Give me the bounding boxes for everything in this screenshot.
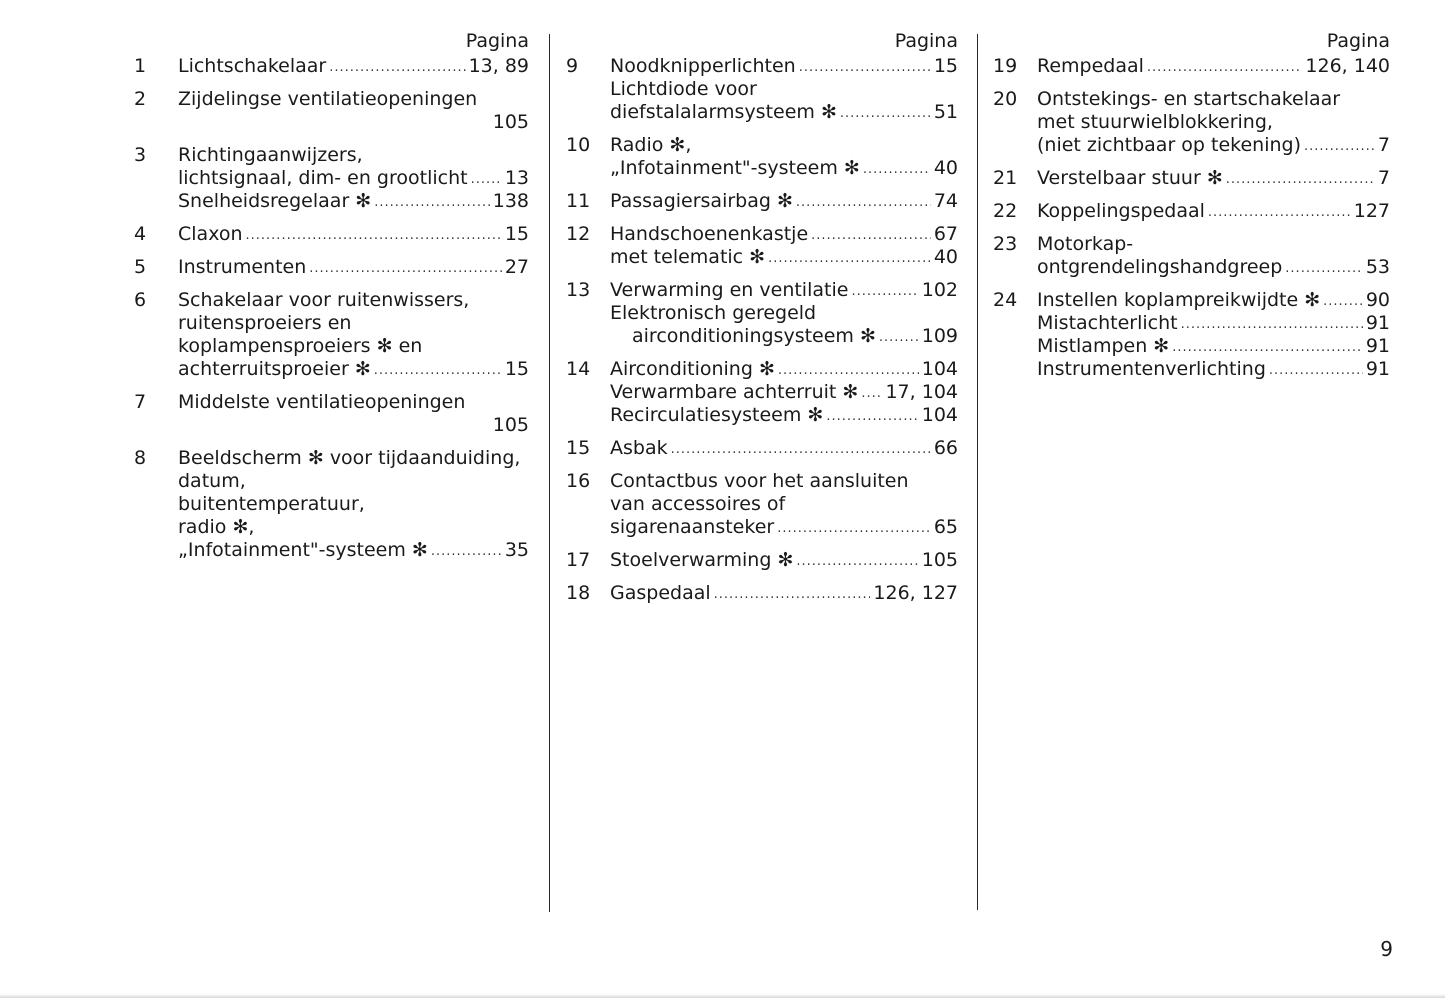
index-entry	[993, 88, 1390, 157]
page-reference: 109	[921, 325, 958, 347]
index-entry	[134, 88, 529, 134]
entry-lines	[610, 549, 958, 572]
entry-number: 10	[566, 134, 591, 156]
entry-line	[178, 539, 529, 562]
page-reference: 17, 104	[885, 381, 958, 403]
page-reference: 53	[1365, 256, 1390, 278]
entry-line	[610, 190, 958, 213]
index-entry	[134, 144, 529, 213]
entry-text: Rempedaal	[1037, 55, 1144, 77]
entry-lines	[610, 190, 958, 213]
entry-line	[610, 302, 958, 325]
column-divider	[549, 34, 550, 912]
dot-leader	[1181, 313, 1363, 336]
entry-number: 20	[993, 88, 1018, 110]
index-entry	[993, 289, 1390, 381]
entry-line	[178, 55, 529, 78]
entry-text: lichtsignaal, dim- en grootlicht	[178, 167, 468, 189]
entry-text: Instrumentenverlichting	[1037, 358, 1266, 380]
entry-text: koplampensproeiers ✻ en	[178, 335, 423, 357]
entry-text: ontgrendelingshandgreep	[1037, 256, 1283, 278]
entry-text: Zijdelingse ventilatieopeningen	[178, 88, 478, 110]
index-entry	[993, 55, 1390, 78]
entry-text: datum,	[178, 470, 246, 492]
dot-leader	[431, 540, 502, 563]
entry-number: 19	[993, 55, 1018, 77]
entry-text: Lichtschakelaar	[178, 55, 327, 77]
entry-text: Middelste ventilatieopeningen	[178, 391, 466, 413]
pagina-header: Pagina	[465, 30, 529, 52]
entry-text: Instrumenten	[178, 256, 307, 278]
entry-text: Elektronisch geregeld	[610, 302, 817, 324]
entry-lines	[178, 55, 529, 78]
page-reference: 66	[933, 437, 958, 459]
entry-line	[178, 358, 529, 381]
entry-text: Ontstekings- en startschakelaar	[1037, 88, 1341, 110]
entry-line	[178, 312, 529, 335]
entry-text: airconditioningsysteem ✻	[632, 325, 876, 347]
entry-text: Airconditioning ✻	[610, 358, 775, 380]
entry-line	[610, 437, 958, 460]
page-reference: 126, 140	[1305, 55, 1390, 77]
entry-line	[610, 582, 958, 605]
entry-number: 12	[566, 223, 591, 245]
page-reference: 15	[933, 55, 958, 77]
index-column-2	[566, 30, 958, 615]
entry-line	[1037, 200, 1390, 223]
dot-leader	[768, 247, 931, 270]
page-reference: 35	[504, 539, 529, 561]
dot-leader	[811, 224, 931, 247]
page-reference: 127	[1353, 200, 1390, 222]
entry-text: Koppelingspedaal	[1037, 200, 1205, 222]
entry-number: 1	[134, 55, 147, 77]
dot-leader	[329, 56, 465, 79]
index-column-1	[134, 30, 529, 572]
entry-number: 24	[993, 289, 1018, 311]
entry-text: Radio ✻,	[610, 134, 692, 156]
entry-line	[178, 470, 529, 493]
entry-text: Snelheidsregelaar ✻	[178, 190, 372, 212]
dot-leader	[246, 224, 502, 247]
entry-number: 6	[134, 289, 147, 311]
entry-number: 2	[134, 88, 147, 110]
page-reference: 27	[504, 256, 529, 278]
dot-leader	[374, 359, 502, 382]
entry-line	[1037, 111, 1390, 134]
page-reference: 67	[933, 223, 958, 245]
entry-text: Stoelverwarming ✻	[610, 549, 794, 571]
dot-leader	[309, 257, 502, 280]
entry-line	[610, 493, 958, 516]
entry-line	[178, 447, 529, 470]
entry-line	[178, 493, 529, 516]
entry-line	[1037, 55, 1390, 78]
entry-line	[178, 111, 529, 134]
entry-line	[610, 55, 958, 78]
index-entry	[566, 134, 958, 180]
page-reference: 51	[933, 101, 958, 123]
entry-lines	[610, 437, 958, 460]
entry-text: van accessoires of	[610, 493, 786, 515]
entry-text: Handschoenenkastje	[610, 223, 809, 245]
entry-lines	[178, 223, 529, 246]
entry-text: sigarenaansteker	[610, 516, 775, 538]
entry-lines	[610, 358, 958, 427]
entry-text: achterruitsproeier ✻	[178, 358, 371, 380]
entry-number: 17	[566, 549, 591, 571]
dot-leader	[796, 191, 931, 214]
index-entry	[566, 223, 958, 269]
entry-line	[178, 190, 529, 213]
page-reference: 104	[921, 358, 958, 380]
entry-line	[178, 414, 529, 437]
entry-text: diefstalalarmsysteem ✻	[610, 101, 837, 123]
dot-leader	[374, 191, 490, 214]
entry-text: Claxon	[178, 223, 243, 245]
index-entry	[134, 447, 529, 562]
dot-leader	[1208, 201, 1351, 224]
dot-leader	[799, 56, 931, 79]
page-reference: 13, 89	[468, 55, 529, 77]
page-reference: 91	[1365, 335, 1390, 357]
entry-lines	[178, 391, 529, 437]
entry-lines	[178, 256, 529, 279]
entry-line	[610, 358, 958, 381]
page-reference: 138	[492, 190, 529, 212]
page-reference: 126, 127	[873, 582, 958, 604]
entry-lines	[610, 223, 958, 269]
entry-number: 4	[134, 223, 147, 245]
entry-lines	[610, 55, 958, 124]
index-entry	[566, 549, 958, 572]
entry-number: 14	[566, 358, 591, 380]
index-entry	[134, 223, 529, 246]
index-entry	[134, 55, 529, 78]
dot-leader	[1323, 290, 1363, 313]
index-entry	[566, 279, 958, 348]
entry-line	[1037, 335, 1390, 358]
entry-number: 3	[134, 144, 147, 166]
page-reference: 65	[933, 516, 958, 538]
index-entry	[566, 437, 958, 460]
dot-leader	[778, 359, 919, 382]
dot-leader	[1269, 359, 1363, 382]
entry-line	[178, 223, 529, 246]
dot-leader	[1147, 56, 1302, 79]
dot-leader	[826, 405, 918, 428]
index-entry	[134, 289, 529, 381]
entry-line	[178, 391, 529, 414]
index-entry	[566, 190, 958, 213]
entry-text: Noodknipperlichten	[610, 55, 796, 77]
entry-line	[610, 246, 958, 269]
entry-line	[178, 256, 529, 279]
index-column-3	[993, 30, 1390, 391]
entry-lines	[610, 279, 958, 348]
entry-text: Schakelaar voor ruitenwissers,	[178, 289, 470, 311]
entry-line	[610, 101, 958, 124]
entry-lines	[610, 134, 958, 180]
entry-number: 16	[566, 470, 591, 492]
dot-leader	[861, 382, 882, 405]
entry-text: Lichtdiode voor	[610, 78, 757, 100]
entry-text: Gaspedaal	[610, 582, 711, 604]
entry-number: 9	[566, 55, 579, 77]
entry-line	[178, 144, 529, 167]
dot-leader	[863, 158, 931, 181]
entry-line	[610, 381, 958, 404]
page-reference: 15	[504, 223, 529, 245]
dot-leader	[1226, 168, 1375, 191]
index-entry	[566, 55, 958, 124]
entry-line	[1037, 312, 1390, 335]
page-reference: 105	[492, 111, 529, 133]
entry-text: Instellen koplampreikwijdte ✻	[1037, 289, 1321, 311]
pagina-header: Pagina	[1326, 30, 1390, 52]
dot-leader	[1285, 257, 1363, 280]
index-entry	[993, 200, 1390, 223]
entry-line	[1037, 88, 1390, 111]
dot-leader	[1304, 135, 1375, 158]
entry-text: Asbak	[610, 437, 668, 459]
entry-number: 21	[993, 167, 1018, 189]
entry-text: (niet zichtbaar op tekening)	[1037, 134, 1302, 156]
entry-lines	[1037, 167, 1390, 190]
entry-text: ruitensproeiers en	[178, 312, 352, 334]
dot-leader	[1172, 336, 1363, 359]
dot-leader	[777, 517, 931, 540]
entry-text: Mistachterlicht	[1037, 312, 1178, 334]
entry-number: 8	[134, 447, 147, 469]
entry-number: 13	[566, 279, 591, 301]
page-reference: 105	[492, 414, 529, 436]
entry-lines	[1037, 88, 1390, 157]
entry-text: „Infotainment"-systeem ✻	[610, 157, 860, 179]
entry-text: Verwarmbare achterruit ✻	[610, 381, 859, 403]
entry-line	[610, 404, 958, 427]
page-bottom-edge	[0, 994, 1445, 998]
entry-lines	[178, 447, 529, 562]
dot-leader	[671, 438, 931, 461]
entry-line	[1037, 134, 1390, 157]
entry-text: Mistlampen ✻	[1037, 335, 1170, 357]
entry-text: met stuurwielblokkering,	[1037, 111, 1273, 133]
entry-lines	[610, 470, 958, 539]
entry-line	[178, 335, 529, 358]
column-divider	[977, 34, 978, 910]
entry-line	[1037, 233, 1390, 256]
entry-lines	[1037, 200, 1390, 223]
entry-text: Contactbus voor het aansluiten	[610, 470, 909, 492]
entry-line	[610, 279, 958, 302]
entry-number: 18	[566, 582, 591, 604]
page-reference: 91	[1365, 312, 1390, 334]
page-reference: 13	[504, 167, 529, 189]
entry-line	[1037, 256, 1390, 279]
entry-text: met telematic ✻	[610, 246, 766, 268]
entry-text: Beeldscherm ✻ voor tijdaanduiding,	[178, 447, 521, 469]
dot-leader	[879, 326, 919, 349]
dot-leader	[796, 550, 918, 573]
entry-lines	[610, 582, 958, 605]
dot-leader	[840, 102, 931, 125]
entry-line	[610, 78, 958, 101]
entry-lines	[1037, 55, 1390, 78]
entry-line	[1037, 167, 1390, 190]
entry-lines	[178, 144, 529, 213]
pagina-header: Pagina	[894, 30, 958, 52]
entry-line	[178, 88, 529, 111]
entry-number: 5	[134, 256, 147, 278]
page-reference: 102	[921, 279, 958, 301]
dot-leader	[851, 280, 918, 303]
index-entry	[134, 391, 529, 437]
index-entry	[566, 470, 958, 539]
entry-text: Richtingaanwijzers,	[178, 144, 363, 166]
page-reference: 90	[1365, 289, 1390, 311]
page-reference: 104	[921, 404, 958, 426]
entry-lines	[178, 289, 529, 381]
entry-text: Verstelbaar stuur ✻	[1037, 167, 1223, 189]
entry-lines	[1037, 289, 1390, 381]
entry-lines	[1037, 233, 1390, 279]
index-entry	[134, 256, 529, 279]
entry-number: 22	[993, 200, 1018, 222]
entry-line	[610, 134, 958, 157]
entry-text: radio ✻,	[178, 516, 255, 538]
entry-lines	[178, 88, 529, 134]
entry-number: 23	[993, 233, 1018, 255]
entry-number: 15	[566, 437, 591, 459]
entry-line	[610, 157, 958, 180]
entry-line	[178, 289, 529, 312]
entry-line	[610, 516, 958, 539]
entry-line	[178, 167, 529, 190]
dot-leader	[471, 168, 502, 191]
entry-text: Recirculatiesysteem ✻	[610, 404, 824, 426]
entry-number: 11	[566, 190, 591, 212]
entry-text: Verwarming en ventilatie	[610, 279, 849, 301]
page-reference: 7	[1377, 134, 1390, 156]
index-entry	[566, 582, 958, 605]
page-reference: 74	[933, 190, 958, 212]
index-entry	[993, 167, 1390, 190]
entry-line	[610, 223, 958, 246]
page-number: 9	[1380, 937, 1393, 961]
page-reference: 40	[933, 157, 958, 179]
page-reference: 7	[1377, 167, 1390, 189]
index-entry	[993, 233, 1390, 279]
entry-text: „Infotainment"-systeem ✻	[178, 539, 428, 561]
entry-line	[1037, 289, 1390, 312]
entry-line	[610, 325, 958, 348]
index-entry	[566, 358, 958, 427]
page-reference: 105	[921, 549, 958, 571]
page-reference: 40	[933, 246, 958, 268]
page-reference: 91	[1365, 358, 1390, 380]
entry-line	[178, 516, 529, 539]
entry-line	[610, 549, 958, 572]
entry-number: 7	[134, 391, 147, 413]
page-reference: 15	[504, 358, 529, 380]
entry-text: Motorkap-	[1037, 233, 1134, 255]
entry-text: buitentemperatuur,	[178, 493, 365, 515]
dot-leader	[714, 583, 871, 606]
entry-line	[1037, 358, 1390, 381]
entry-line	[610, 470, 958, 493]
entry-text: Passagiersairbag ✻	[610, 190, 793, 212]
